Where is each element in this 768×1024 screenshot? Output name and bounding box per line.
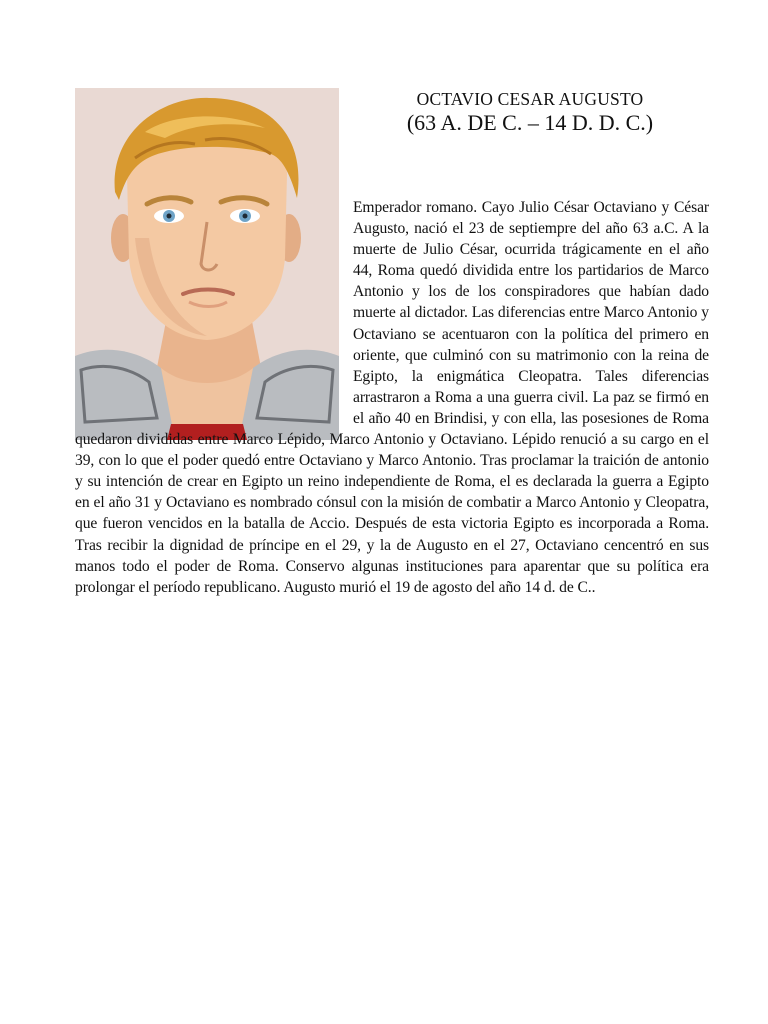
biography-body bbox=[75, 197, 709, 598]
title-block bbox=[355, 88, 705, 136]
life-dates: (63 A. DE C. – 14 D. D. C.) bbox=[406, 110, 654, 135]
image-wrap-spacer bbox=[75, 197, 353, 429]
biography-paragraph: Emperador romano. Cayo Julio César Octaviano y César Augusto, nació el 23 de septiempre del año 63 a.C. A la muerte de Julio César, ocurrida trágicamente en el año 44, Roma quedó dividida entre los partidarios de Marco Antonio y los de los conspiradores que habían dado muerte al dictador. Las diferencias entre Marco Antonio y Octaviano se acentuaron con la política del primero en oriente, que culminó con su matrimonio con la reina de Egipto, la enigmática Cleopatra. Tales diferencias arrastraron a Roma a una guerra civil. La paz se firmó en el año 40 en Brindisi, y con ella, las posesiones de Roma quedaron divididas entre Marco Lépido, Marco Antonio y Octaviano. Lépido renució a su cargo en el 39, con lo que el poder quedó entre Octaviano y Marco Antonio. Tras proclamar la traición de antonio y su intención de crear en Egipto un reino independiente de Roma, el es declarada la guerra a Egipto en el año 31 y Octaviano es nombrado cónsul con la misión de combatir a Marco Antonio y Cleopatra, que fueron vencidos en la batalla de Accio. Después de esta victoria Egipto es incorporada a Roma. Tras recibir la dignidad de príncipe en el 29, y la de Augusto en el 27, Octaviano cencentró en sus manos todo el poder de Roma. Conservo algunas instituciones para aparentar que su política era prolongar el período republicano. Augusto murió el 19 de agosto del año 14 d. de C.. bbox=[75, 199, 709, 596]
page-title: OCTAVIO CESAR AUGUSTO bbox=[416, 89, 644, 109]
